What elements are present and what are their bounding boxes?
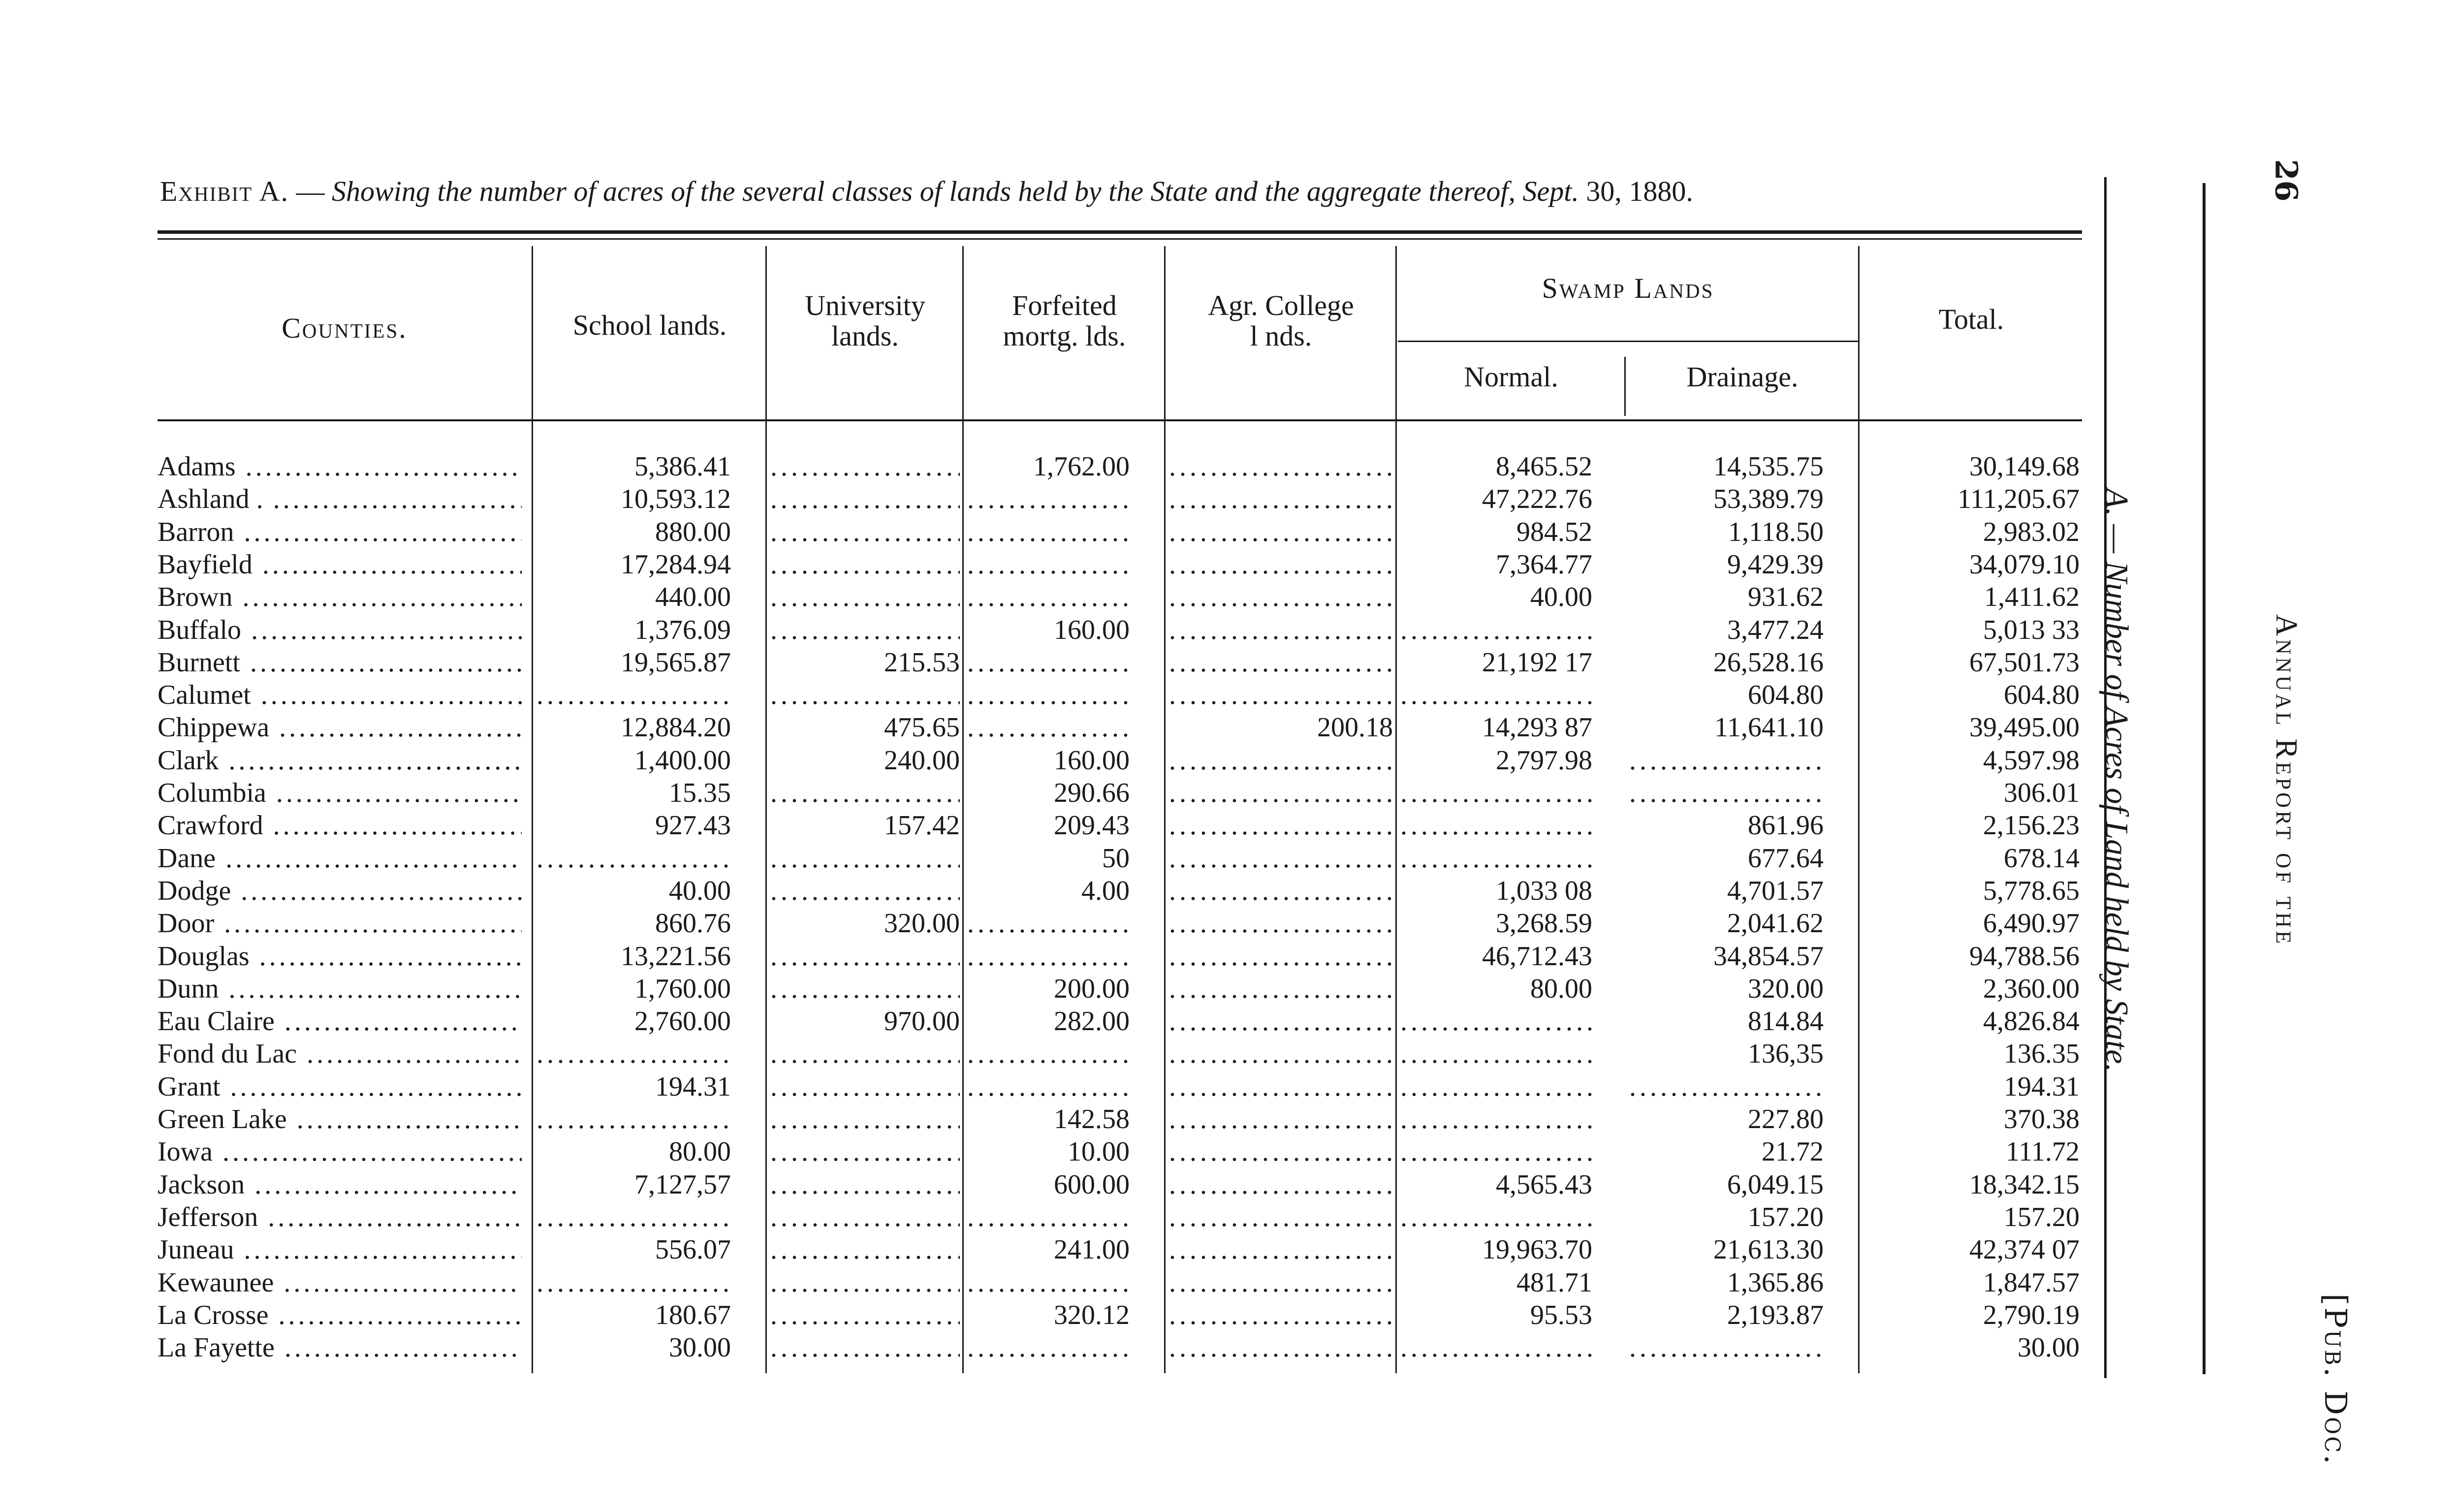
university-empty-leader <box>770 548 960 581</box>
forfeited-empty-leader <box>967 1038 1130 1070</box>
total-value: 194.31 <box>2004 1071 2080 1102</box>
school-value: 860.76 <box>655 908 731 939</box>
agr-empty-leader <box>1169 1168 1393 1201</box>
university-empty-leader <box>770 1168 960 1201</box>
agr-empty-leader <box>1169 646 1393 679</box>
table-row <box>0 483 2116 515</box>
drainage-value: 320.00 <box>1748 974 1824 1004</box>
total-value: 2,790.19 <box>1983 1300 2080 1330</box>
drainage-value: 2,041.62 <box>1727 908 1824 939</box>
county-name: Chippewa ..... <box>158 711 522 744</box>
county-name: Kewaunee ..... <box>158 1266 522 1299</box>
agr-value: 200.18 <box>1317 712 1393 743</box>
normal-value: 481.71 <box>1516 1267 1592 1298</box>
drainage-value: 157.20 <box>1748 1202 1824 1232</box>
forfeited-empty-leader <box>967 1266 1130 1299</box>
drainage-value: 6,049.15 <box>1727 1169 1824 1200</box>
forfeited-empty-leader <box>967 679 1130 711</box>
agr-empty-leader <box>1169 1135 1393 1168</box>
header-forfeited-line2: mortg. lds. <box>1003 320 1126 352</box>
table-row <box>0 1168 2116 1201</box>
header-school-lands: School lands. <box>572 309 727 341</box>
table-row <box>0 679 2116 711</box>
university-value: 320.00 <box>884 908 960 939</box>
forfeited-empty-leader <box>967 1071 1130 1103</box>
county-name: Jefferson ..... <box>158 1201 522 1233</box>
total-value: 5,013 33 <box>1983 615 2080 645</box>
forfeited-empty-leader <box>967 548 1130 581</box>
university-value: 475.65 <box>884 712 960 743</box>
forfeited-empty-leader <box>967 940 1130 973</box>
total-value: 604.80 <box>2004 680 2080 710</box>
school-value: 19,565.87 <box>621 647 731 678</box>
forfeited-empty-leader <box>967 646 1130 679</box>
drainage-value: 1,365.86 <box>1727 1267 1824 1298</box>
normal-value: 80.00 <box>1530 974 1592 1004</box>
school-empty-leader <box>536 679 731 711</box>
normal-empty-leader <box>1400 614 1592 646</box>
pub-doc-text: [Pub. Doc. <box>2317 1293 2354 1466</box>
county-name: Fond du Lac ..... <box>158 1038 522 1070</box>
drainage-value: 3,477.24 <box>1727 615 1824 645</box>
normal-value: 40.00 <box>1530 582 1592 612</box>
total-value: 94,788.56 <box>1969 941 2080 972</box>
total-value: 111,205.67 <box>1957 484 2080 514</box>
agr-empty-leader <box>1169 1103 1393 1135</box>
forfeited-empty-leader <box>967 581 1130 613</box>
total-value: 1,411.62 <box>1984 582 2080 612</box>
agr-empty-leader <box>1169 483 1393 515</box>
forfeited-value: 50 <box>1102 843 1130 874</box>
school-value: 80.00 <box>669 1136 731 1167</box>
normal-empty-leader <box>1400 1201 1592 1233</box>
county-name: Barron ..... <box>158 516 522 548</box>
county-name: Jackson ..... <box>158 1168 522 1201</box>
agr-empty-leader <box>1169 809 1393 842</box>
table-row <box>0 744 2116 777</box>
agr-empty-leader <box>1169 907 1393 940</box>
top-rule-thick <box>158 230 2082 234</box>
drainage-value: 53,389.79 <box>1713 484 1824 514</box>
county-name: Dodge ..... <box>158 875 522 907</box>
county-name: Adams ..... <box>158 450 522 483</box>
university-empty-leader <box>770 483 960 515</box>
forfeited-value: 600.00 <box>1054 1169 1130 1200</box>
drainage-value: 14,535.75 <box>1713 451 1824 482</box>
table-row <box>0 1005 2116 1038</box>
total-value: 111.72 <box>2006 1136 2080 1167</box>
table-row <box>0 1201 2116 1233</box>
drainage-value: 11,641.10 <box>1714 712 1824 743</box>
total-value: 42,374 07 <box>1969 1234 2080 1265</box>
county-name: Dane ..... <box>158 842 522 875</box>
total-value: 67,501.73 <box>1969 647 2080 678</box>
table-row <box>0 1266 2116 1299</box>
agr-empty-leader <box>1169 548 1393 581</box>
forfeited-value: 1,762.00 <box>1033 451 1130 482</box>
county-name: Iowa ..... <box>158 1135 522 1168</box>
exhibit-date: 30, 1880. <box>1578 175 1693 207</box>
drainage-value: 4,701.57 <box>1727 876 1824 906</box>
agr-empty-leader <box>1169 842 1393 875</box>
county-name: Burnett ..... <box>158 646 522 679</box>
total-value: 306.01 <box>2004 778 2080 808</box>
drainage-value: 861.96 <box>1748 810 1824 841</box>
university-empty-leader <box>770 973 960 1005</box>
school-empty-leader <box>536 1266 731 1299</box>
school-value: 1,376.09 <box>634 615 731 645</box>
total-value: 2,156.23 <box>1983 810 2080 841</box>
normal-value: 95.53 <box>1530 1300 1592 1330</box>
table-row <box>0 940 2116 973</box>
forfeited-empty-leader <box>967 516 1130 548</box>
normal-value: 3,268.59 <box>1496 908 1592 939</box>
total-value: 30,149.68 <box>1969 451 2080 482</box>
forfeited-value: 282.00 <box>1054 1006 1130 1037</box>
running-title-text: Annual Report of the <box>2270 614 2303 946</box>
university-empty-leader <box>770 581 960 613</box>
county-name: Brown ..... <box>158 581 522 613</box>
normal-empty-leader <box>1400 679 1592 711</box>
drainage-empty-leader <box>1629 744 1824 777</box>
drainage-value: 604.80 <box>1748 680 1824 710</box>
university-empty-leader <box>770 1201 960 1233</box>
header-bottom-rule <box>158 419 2082 421</box>
table-row <box>0 907 2116 940</box>
university-empty-leader <box>770 1266 960 1299</box>
university-empty-leader <box>770 1233 960 1266</box>
forfeited-value: 320.12 <box>1054 1300 1130 1330</box>
agr-empty-leader <box>1169 875 1393 907</box>
normal-value: 14,293 87 <box>1482 712 1592 743</box>
normal-value: 47,222.76 <box>1482 484 1592 514</box>
agr-empty-leader <box>1169 581 1393 613</box>
side-caption-text: A. — Number of Acres of Land held by State. <box>2099 488 2135 1072</box>
county-name: Calumet ..... <box>158 679 522 711</box>
table-row <box>0 1071 2116 1103</box>
table-row <box>0 875 2116 907</box>
county-name: Bayfield ..... <box>158 548 522 581</box>
school-value: 1,760.00 <box>634 974 731 1004</box>
school-value: 5,386.41 <box>634 451 731 482</box>
drainage-value: 34,854.57 <box>1713 941 1824 972</box>
top-rule-thin <box>158 238 2082 240</box>
county-name: Buffalo ..... <box>158 614 522 646</box>
school-value: 1,400.00 <box>634 745 731 776</box>
normal-empty-leader <box>1400 1331 1592 1364</box>
normal-value: 21,192 17 <box>1482 647 1592 678</box>
normal-value: 8,465.52 <box>1496 451 1592 482</box>
table-row <box>0 1233 2116 1266</box>
forfeited-empty-leader <box>967 483 1130 515</box>
normal-empty-leader <box>1400 842 1592 875</box>
table-row <box>0 1038 2116 1070</box>
running-title <box>2249 162 2323 1398</box>
drainage-value: 9,429.39 <box>1727 549 1824 580</box>
table-row <box>0 777 2116 809</box>
total-value: 1,847.57 <box>1983 1267 2080 1298</box>
county-name: Eau Claire ..... <box>158 1005 522 1038</box>
normal-empty-leader <box>1400 1135 1592 1168</box>
drainage-value: 2,193.87 <box>1727 1300 1824 1330</box>
table-row <box>0 1331 2116 1364</box>
normal-empty-leader <box>1400 777 1592 809</box>
agr-empty-leader <box>1169 1331 1393 1364</box>
exhibit-title <box>160 175 2084 208</box>
forfeited-empty-leader <box>967 1201 1130 1233</box>
university-value: 970.00 <box>884 1006 960 1037</box>
header-agr-line1: Agr. College <box>1208 289 1354 321</box>
table-row <box>0 516 2116 548</box>
county-name: Door ..... <box>158 907 522 940</box>
school-value: 180.67 <box>655 1300 731 1330</box>
agr-empty-leader <box>1169 1299 1393 1331</box>
county-name: Columbia ..... <box>158 777 522 809</box>
school-value: 10,593.12 <box>621 484 731 514</box>
forfeited-value: 241.00 <box>1054 1234 1130 1265</box>
county-name: La Fayette ..... <box>158 1331 522 1364</box>
university-empty-leader <box>770 1331 960 1364</box>
university-empty-leader <box>770 679 960 711</box>
university-empty-leader <box>770 777 960 809</box>
forfeited-value: 142.58 <box>1054 1104 1130 1134</box>
total-value: 30.00 <box>2018 1332 2080 1363</box>
forfeited-empty-leader <box>967 907 1130 940</box>
swamp-subheader-rule <box>1398 341 1858 342</box>
university-empty-leader <box>770 614 960 646</box>
county-name: Douglas ..... <box>158 940 522 973</box>
school-value: 2,760.00 <box>634 1006 731 1037</box>
total-value: 6,490.97 <box>1983 908 2080 939</box>
drainage-value: 677.64 <box>1748 843 1824 874</box>
total-value: 5,778.65 <box>1983 876 2080 906</box>
drainage-value: 136,35 <box>1748 1039 1824 1069</box>
table-row <box>0 581 2116 613</box>
university-empty-leader <box>770 1071 960 1103</box>
total-value: 370.38 <box>2004 1104 2080 1134</box>
drainage-empty-leader <box>1629 1331 1824 1364</box>
county-name: Clark ..... <box>158 744 522 777</box>
agr-empty-leader <box>1169 940 1393 973</box>
school-value: 12,884.20 <box>621 712 731 743</box>
side-caption <box>2082 182 2151 1378</box>
university-empty-leader <box>770 1135 960 1168</box>
school-empty-leader <box>536 842 731 875</box>
header-total: Total. <box>1938 303 2004 335</box>
county-name: Juneau ..... <box>158 1233 522 1266</box>
normal-empty-leader <box>1400 809 1592 842</box>
school-value: 40.00 <box>669 876 731 906</box>
school-empty-leader <box>536 1201 731 1233</box>
school-value: 440.00 <box>655 582 731 612</box>
forfeited-value: 160.00 <box>1054 615 1130 645</box>
agr-empty-leader <box>1169 1071 1393 1103</box>
university-empty-leader <box>770 940 960 973</box>
header-drainage: Drainage. <box>1686 361 1798 393</box>
university-empty-leader <box>770 1038 960 1070</box>
title-dash: — <box>289 175 332 207</box>
drainage-value: 21,613.30 <box>1713 1234 1824 1265</box>
table-row <box>0 1135 2116 1168</box>
agr-empty-leader <box>1169 679 1393 711</box>
drainage-value: 26,528.16 <box>1713 647 1824 678</box>
university-empty-leader <box>770 450 960 483</box>
header-forfeited-line1: Forfeited <box>1012 289 1117 321</box>
forfeited-value: 209.43 <box>1054 810 1130 841</box>
agr-empty-leader <box>1169 516 1393 548</box>
drainage-empty-leader <box>1629 777 1824 809</box>
header-normal: Normal. <box>1464 361 1558 393</box>
school-value: 15.35 <box>669 778 731 808</box>
school-value: 556.07 <box>655 1234 731 1265</box>
school-value: 13,221.56 <box>621 941 731 972</box>
table-row <box>0 548 2116 581</box>
forfeited-empty-leader <box>967 711 1130 744</box>
county-name: Grant ..... <box>158 1071 522 1103</box>
agr-empty-leader <box>1169 1233 1393 1266</box>
total-value: 18,342.15 <box>1969 1169 2080 1200</box>
table-row <box>0 1299 2116 1331</box>
school-value: 927.43 <box>655 810 731 841</box>
agr-empty-leader <box>1169 1038 1393 1070</box>
pub-doc-label <box>2249 1293 2354 1466</box>
forfeited-value: 10.00 <box>1068 1136 1130 1167</box>
agr-empty-leader <box>1169 450 1393 483</box>
school-value: 880.00 <box>655 517 731 547</box>
header-university-lands <box>768 290 962 351</box>
page-number: 26 <box>2268 159 2304 202</box>
drainage-value: 1,118.50 <box>1728 517 1824 547</box>
exhibit-description: Showing the number of acres of the several classes of lands held by the State and the aggregate thereof, Sept. <box>332 175 1579 207</box>
school-value: 194.31 <box>655 1071 731 1102</box>
running-head <box>2249 159 2354 1466</box>
col-divider-6 <box>1624 357 1626 416</box>
forfeited-empty-leader <box>967 1331 1130 1364</box>
normal-empty-leader <box>1400 1038 1592 1070</box>
normal-empty-leader <box>1400 1071 1592 1103</box>
county-name: Crawford ..... <box>158 809 522 842</box>
header-counties: Counties. <box>282 312 408 344</box>
university-empty-leader <box>770 1103 960 1135</box>
county-name: Ashland . ..... <box>158 483 522 515</box>
total-value: 4,597.98 <box>1983 745 2080 776</box>
agr-empty-leader <box>1169 1201 1393 1233</box>
agr-empty-leader <box>1169 973 1393 1005</box>
normal-value: 46,712.43 <box>1482 941 1592 972</box>
county-name: Green Lake ..... <box>158 1103 522 1135</box>
school-value: 30.00 <box>669 1332 731 1363</box>
university-value: 240.00 <box>884 745 960 776</box>
table-row <box>0 450 2116 483</box>
normal-value: 4,565.43 <box>1496 1169 1592 1200</box>
normal-value: 984.52 <box>1516 517 1592 547</box>
total-value: 157.20 <box>2004 1202 2080 1232</box>
table-row <box>0 711 2116 744</box>
university-empty-leader <box>770 842 960 875</box>
exhibit-label: Exhibit A. <box>160 175 289 207</box>
normal-empty-leader <box>1400 1005 1592 1038</box>
agr-empty-leader <box>1169 744 1393 777</box>
school-value: 7,127,57 <box>634 1169 731 1200</box>
agr-empty-leader <box>1169 1266 1393 1299</box>
drainage-value: 931.62 <box>1748 582 1824 612</box>
school-empty-leader <box>536 1103 731 1135</box>
header-agr-line2: l nds. <box>1250 320 1312 352</box>
header-swamp-lands: Swamp Lands <box>1542 272 1714 304</box>
table-row <box>0 646 2116 679</box>
drainage-empty-leader <box>1629 1071 1824 1103</box>
university-value: 157.42 <box>884 810 960 841</box>
normal-value: 19,963.70 <box>1482 1234 1592 1265</box>
drainage-value: 227.80 <box>1748 1104 1824 1134</box>
university-empty-leader <box>770 875 960 907</box>
university-empty-leader <box>770 1299 960 1331</box>
header-university-line2: lands. <box>831 320 899 352</box>
table-row <box>0 809 2116 842</box>
total-value: 39,495.00 <box>1969 712 2080 743</box>
drainage-value: 814.84 <box>1748 1006 1824 1037</box>
forfeited-value: 4.00 <box>1081 876 1130 906</box>
total-value: 2,360.00 <box>1983 974 2080 1004</box>
normal-value: 2,797.98 <box>1496 745 1592 776</box>
agr-empty-leader <box>1169 1005 1393 1038</box>
total-value: 2,983.02 <box>1983 517 2080 547</box>
forfeited-value: 160.00 <box>1054 745 1130 776</box>
header-university-line1: University <box>805 289 925 321</box>
total-value: 136.35 <box>2004 1039 2080 1069</box>
total-value: 678.14 <box>2004 843 2080 874</box>
table-row <box>0 614 2116 646</box>
total-value: 34,079.10 <box>1969 549 2080 580</box>
header-agr-college <box>1167 290 1395 351</box>
county-name: La Crosse ..... <box>158 1299 522 1331</box>
table-row <box>0 1103 2116 1135</box>
header-forfeited <box>965 290 1164 351</box>
total-value: 4,826.84 <box>1983 1006 2080 1037</box>
school-value: 17,284.94 <box>621 549 731 580</box>
normal-value: 1,033 08 <box>1496 876 1592 906</box>
university-empty-leader <box>770 516 960 548</box>
side-separator <box>2203 183 2206 1374</box>
university-value: 215.53 <box>884 647 960 678</box>
normal-empty-leader <box>1400 1103 1592 1135</box>
drainage-value: 21.72 <box>1762 1136 1824 1167</box>
county-name: Dunn ..... <box>158 973 522 1005</box>
table-row <box>0 973 2116 1005</box>
normal-value: 7,364.77 <box>1496 549 1592 580</box>
agr-empty-leader <box>1169 777 1393 809</box>
agr-empty-leader <box>1169 614 1393 646</box>
table-row <box>0 842 2116 875</box>
forfeited-value: 200.00 <box>1054 974 1130 1004</box>
forfeited-value: 290.66 <box>1054 778 1130 808</box>
school-empty-leader <box>536 1038 731 1070</box>
